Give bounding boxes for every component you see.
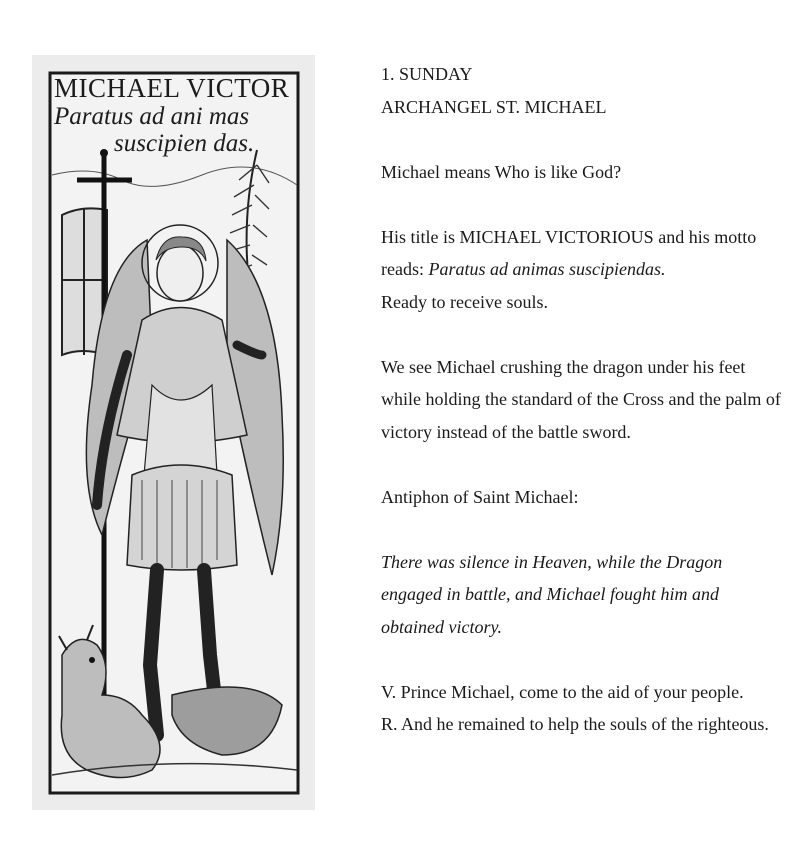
motto-intro: and his motto reads: [381, 226, 757, 279]
devotion-text [381, 58, 781, 741]
saint-title: ARCHANGEL ST. MICHAEL [381, 96, 607, 117]
engraving-illustration [32, 55, 315, 810]
image-description: We see Michael crushing the dragon under his feet while holding the standard of the Cross and the palm of victory instead of the battle sword. [381, 356, 781, 442]
response: R. And he remained to help the souls of the righteous. [381, 714, 769, 734]
antiphon-italic: There was silence in Heaven, while the Dragon engaged in battle, and Michael fought him and obtained victory. [381, 551, 723, 637]
antiphon-label: Antiphon of Saint Michael: [381, 486, 579, 507]
title-intro: His title is [381, 226, 460, 247]
motto-latin: Paratus ad animas suscipiendas. [428, 259, 666, 279]
title-name: MICHAEL VICTORIOUS [459, 226, 654, 247]
name-meaning: Michael means Who is like God? [381, 161, 622, 182]
archangel-engraving [32, 55, 315, 810]
inscription-line-1: MICHAEL VICTOR [54, 73, 290, 103]
motto-translation: Ready to receive souls. [381, 291, 548, 312]
inscription-line-2: Paratus ad ani mas [54, 103, 250, 130]
antiphon-text [381, 546, 781, 644]
day-heading: 1. SUNDAY [381, 64, 473, 84]
inscription-line-3: suscipien das. [114, 130, 255, 157]
title-and-motto [381, 221, 781, 286]
versicle: V. Prince Michael, come to the aid of your people. [381, 681, 744, 702]
engraving-inscription [54, 75, 299, 156]
